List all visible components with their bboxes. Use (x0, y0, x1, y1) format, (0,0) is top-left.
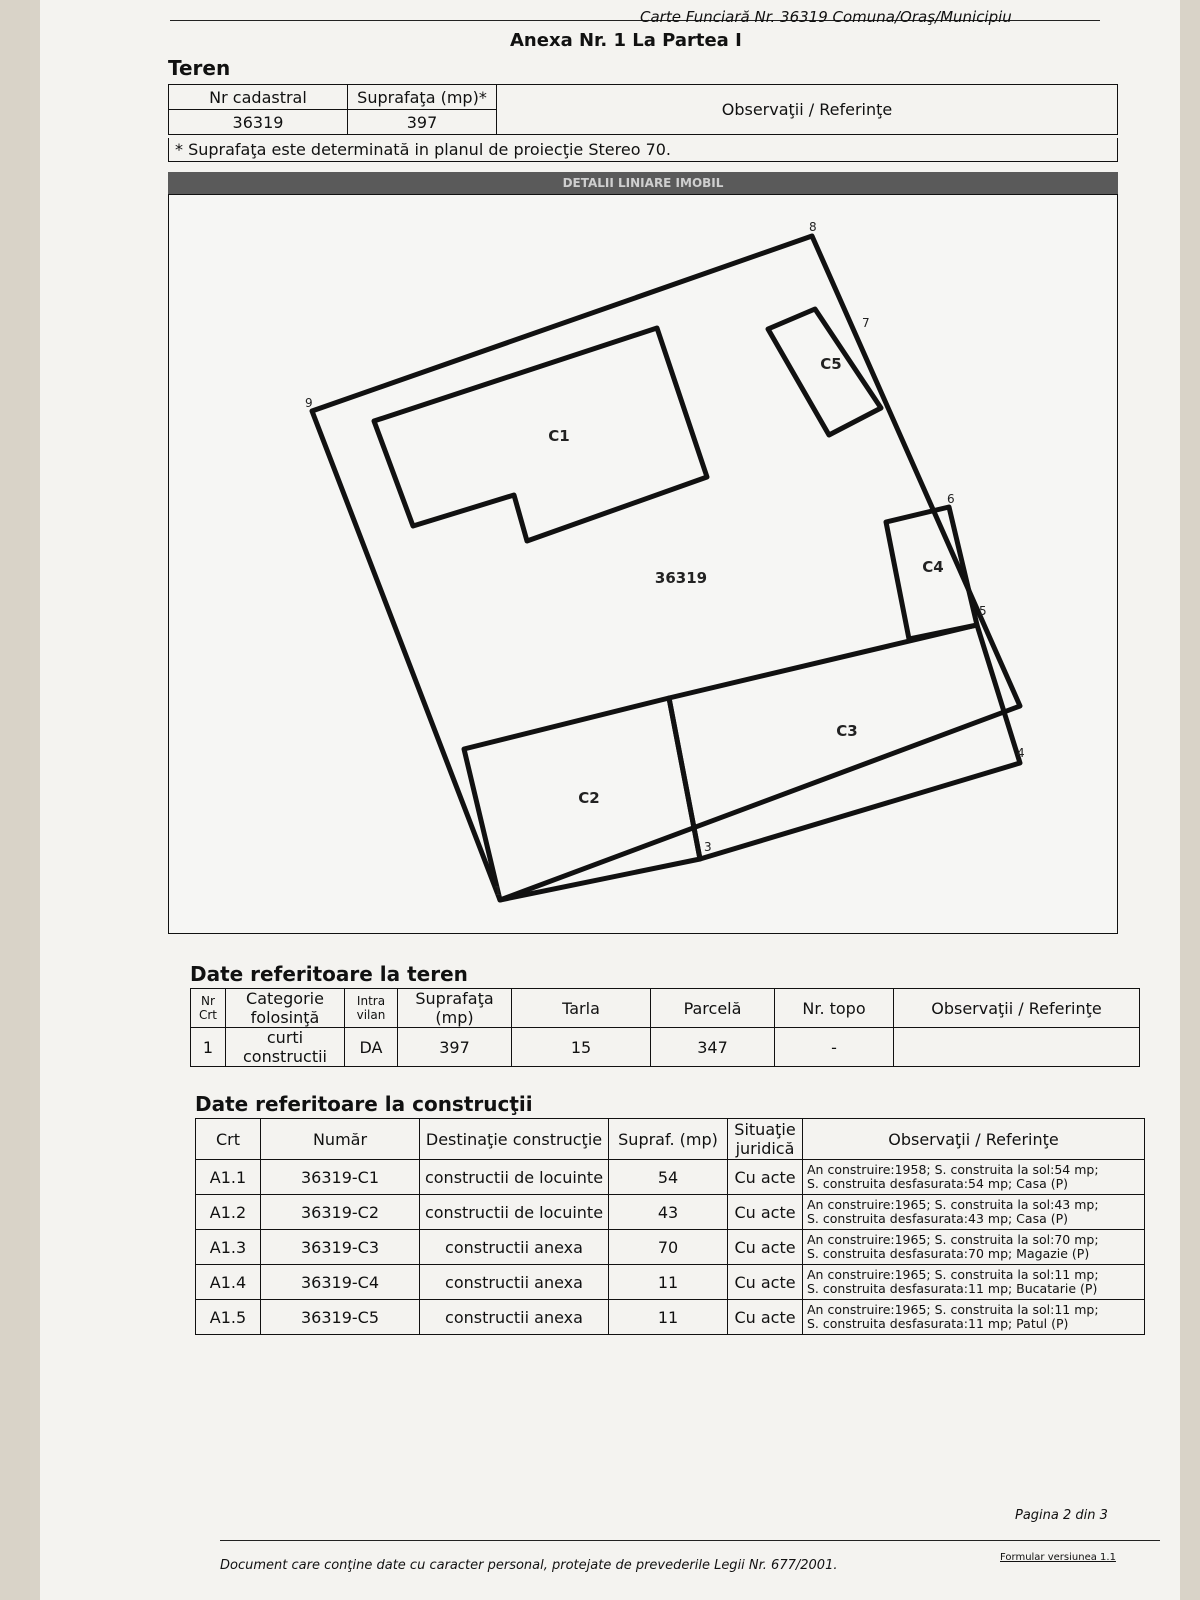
col-parcela: Parcelă (651, 989, 775, 1028)
cell-supraf: 11 (609, 1300, 728, 1335)
col-nr-crt: Nr Crt (191, 989, 226, 1028)
formular-version: Formular versiunea 1.1 (1000, 1552, 1116, 1563)
cell-situatie: Cu acte (728, 1300, 803, 1335)
table-row (191, 1028, 1140, 1067)
cell-observatii (803, 1160, 1145, 1195)
col-tarla: Tarla (512, 989, 651, 1028)
date-constructii-title: Date referitoare la construcţii (195, 1092, 533, 1116)
cell-suprafata: 397 (348, 110, 497, 135)
cell-nr: 1 (191, 1028, 226, 1067)
header-suprafata: Suprafaţa (mp)* (348, 85, 497, 110)
cell-supraf: 70 (609, 1230, 728, 1265)
cell-numar: 36319-C4 (261, 1265, 420, 1300)
date-teren-title: Date referitoare la teren (190, 962, 468, 986)
cell-numar: 36319-C3 (261, 1230, 420, 1265)
cell-destinatie: constructii anexa (420, 1230, 609, 1265)
cell-destinatie: constructii de locuinte (420, 1160, 609, 1195)
document-page (40, 0, 1180, 1600)
cell-crt: A1.1 (196, 1160, 261, 1195)
date-constructii-table (195, 1118, 1145, 1335)
table-row (196, 1160, 1145, 1195)
teren-title: Teren (168, 56, 231, 80)
cell-supraf: 43 (609, 1195, 728, 1230)
cell-nr-topo: - (775, 1028, 894, 1067)
cell-observatii (803, 1300, 1145, 1335)
point-4: 4 (1017, 746, 1025, 760)
cell-crt: A1.4 (196, 1265, 261, 1300)
observatii-line-2: S. construita desfasurata:43 mp; Casa (P) (807, 1211, 1069, 1226)
label-c3: C3 (836, 722, 858, 740)
label-c4: C4 (922, 558, 944, 576)
observatii-line-1: An construire:1965; S. construita la sol:11 mp; (807, 1267, 1099, 1282)
cell-crt: A1.5 (196, 1300, 261, 1335)
point-7: 7 (862, 316, 870, 330)
cell-situatie: Cu acte (728, 1230, 803, 1265)
label-c2: C2 (578, 789, 600, 807)
plan-band-title: DETALII LINIARE IMOBIL (168, 172, 1118, 194)
carte-funciara-header: Carte Funciară Nr. 36319 Comuna/Oraş/Municipiu (640, 8, 1012, 26)
cell-crt: A1.2 (196, 1195, 261, 1230)
table-row (196, 1230, 1145, 1265)
observatii-line-1: An construire:1965; S. construita la sol:70 mp; (807, 1232, 1099, 1247)
page-number: Pagina 2 din 3 (1015, 1508, 1108, 1523)
label-c1: C1 (548, 427, 570, 445)
cell-parcela: 347 (651, 1028, 775, 1067)
col-observatii-constructii: Observaţii / Referinţe (803, 1119, 1145, 1160)
teren-note: * Suprafaţa este determinată in planul de proiecţie Stereo 70. (168, 138, 1118, 162)
observatii-line-2: S. construita desfasurata:54 mp; Casa (P) (807, 1176, 1069, 1191)
col-destinatie: Destinaţie construcţie (420, 1119, 609, 1160)
plan-drawing (168, 194, 1118, 934)
col-observatii: Observaţii / Referinţe (894, 989, 1140, 1028)
header-observatii: Observaţii / Referinţe (497, 85, 1118, 135)
table-row (196, 1300, 1145, 1335)
building-c3-outline (669, 625, 1020, 859)
col-situatie: Situaţie juridică (728, 1119, 803, 1160)
header-nr-cadastral: Nr cadastral (169, 85, 348, 110)
col-categorie: Categorie folosinţă (226, 989, 345, 1028)
col-intravilan: Intra vilan (345, 989, 398, 1028)
observatii-line-2: S. construita desfasurata:11 mp; Patul (P) (807, 1316, 1069, 1331)
label-c5: C5 (820, 355, 842, 373)
table-row (196, 1265, 1145, 1300)
cell-situatie: Cu acte (728, 1195, 803, 1230)
cell-tarla: 15 (512, 1028, 651, 1067)
point-3: 3 (704, 840, 712, 854)
parcel-outline (312, 236, 1020, 900)
cell-situatie: Cu acte (728, 1160, 803, 1195)
point-6: 6 (947, 492, 955, 506)
cell-destinatie: constructii anexa (420, 1265, 609, 1300)
observatii-line-2: S. construita desfasurata:70 mp; Magazie (P) (807, 1246, 1090, 1261)
point-9: 9 (305, 396, 313, 410)
cell-crt: A1.3 (196, 1230, 261, 1265)
observatii-line-1: An construire:1965; S. construita la sol:43 mp; (807, 1197, 1099, 1212)
footer-text: Document care conţine date cu caracter personal, protejate de prevederile Legii Nr. 677/2001. (220, 1558, 838, 1573)
cell-intravilan: DA (345, 1028, 398, 1067)
cell-observatii (894, 1028, 1140, 1067)
observatii-line-1: An construire:1958; S. construita la sol:54 mp; (807, 1162, 1099, 1177)
point-5: 5 (979, 604, 987, 618)
anexa-title: Anexa Nr. 1 La Partea I (510, 30, 742, 51)
cell-observatii (803, 1195, 1145, 1230)
cell-destinatie: constructii de locuinte (420, 1195, 609, 1230)
col-suprafata: Suprafaţa (mp) (398, 989, 512, 1028)
cell-supraf: 54 (609, 1160, 728, 1195)
cell-numar: 36319-C2 (261, 1195, 420, 1230)
date-teren-table (190, 988, 1140, 1067)
cell-categorie: curti constructii (226, 1028, 345, 1067)
cell-situatie: Cu acte (728, 1265, 803, 1300)
col-crt: Crt (196, 1119, 261, 1160)
observatii-line-1: An construire:1965; S. construita la sol:11 mp; (807, 1302, 1099, 1317)
cell-nr-cadastral: 36319 (169, 110, 348, 135)
point-1: 1 (494, 884, 502, 898)
table-row (196, 1195, 1145, 1230)
teren-table (168, 84, 1118, 135)
point-8: 8 (809, 220, 817, 234)
cell-destinatie: constructii anexa (420, 1300, 609, 1335)
col-numar: Număr (261, 1119, 420, 1160)
label-parcel: 36319 (654, 569, 708, 587)
col-supraf: Supraf. (mp) (609, 1119, 728, 1160)
footer-rule (220, 1540, 1160, 1541)
cell-numar: 36319-C1 (261, 1160, 420, 1195)
plan-svg (169, 195, 1116, 932)
cell-numar: 36319-C5 (261, 1300, 420, 1335)
col-nr-topo: Nr. topo (775, 989, 894, 1028)
cell-observatii (803, 1265, 1145, 1300)
building-c1-outline (374, 328, 707, 541)
cell-supraf: 11 (609, 1265, 728, 1300)
cell-suprafata: 397 (398, 1028, 512, 1067)
cell-observatii (803, 1230, 1145, 1265)
observatii-line-2: S. construita desfasurata:11 mp; Bucatarie (P) (807, 1281, 1098, 1296)
